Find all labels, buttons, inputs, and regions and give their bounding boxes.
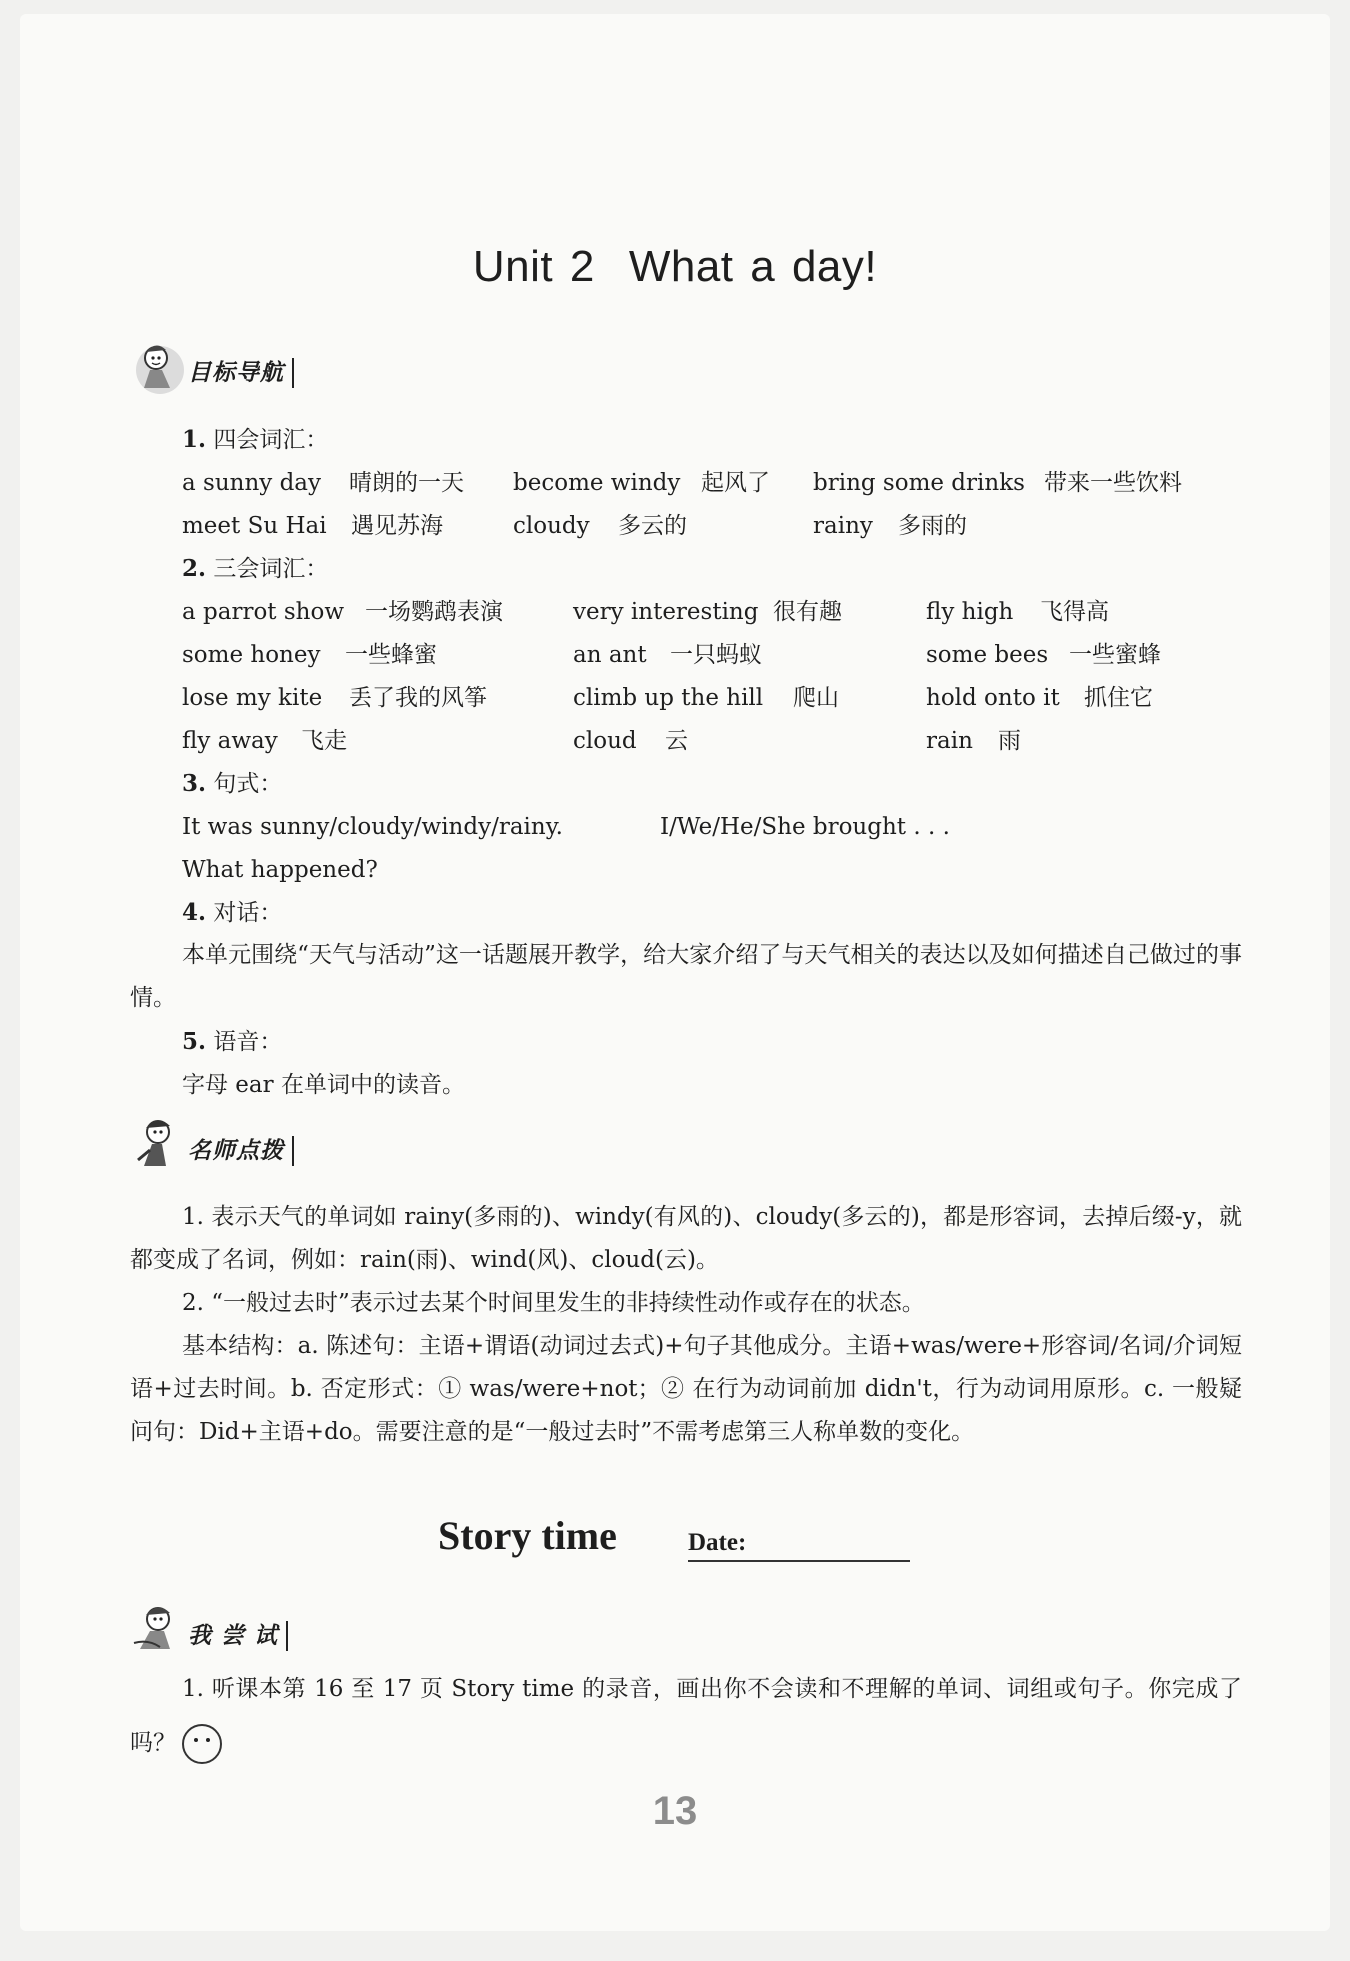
goal-item-3-heading: 3. 句式： xyxy=(182,770,283,797)
teacher-mascot-icon xyxy=(130,1114,190,1176)
vocab-zh: 一些蜂蜜 xyxy=(345,642,437,668)
vocab-zh: 带来一些饮料 xyxy=(1044,470,1182,496)
girl-mascot-icon xyxy=(130,336,190,398)
vocab-en: some honey xyxy=(182,642,321,668)
vocab-zh: 多雨的 xyxy=(898,513,967,539)
vocab-en: hold onto it xyxy=(926,685,1060,711)
vocab-zh: 一只蚂蚁 xyxy=(670,642,762,668)
sentence-pattern: I/We/He/She brought . . . xyxy=(660,814,950,840)
vocab-en: become windy xyxy=(513,470,681,496)
vocab-zh: 起风了 xyxy=(701,470,770,496)
vocab-en: a parrot show xyxy=(182,599,344,625)
dialogue-description: 本单元围绕“天气与活动”这一话题展开教学，给大家介绍了与天气相关的表达以及如何描述自己做过的事情。 xyxy=(130,942,1242,1011)
vocab-en: lose my kite xyxy=(182,685,323,711)
girl-mascot-icon xyxy=(130,1599,190,1661)
unit-number: Unit 2 xyxy=(472,242,595,291)
tip-paragraph-1: 1. 表示天气的单词如 rainy(多雨的)、windy(有风的)、cloudy(多云的)，都是形容词，去掉后缀-y，就都变成了名词，例如：rain(雨)、wind(风)、cloud(云)。 xyxy=(130,1204,1242,1273)
vocab-zh: 很有趣 xyxy=(773,599,842,625)
vocab-zh: 一场鹦鹉表演 xyxy=(365,599,503,625)
vocab-zh: 一些蜜蜂 xyxy=(1069,642,1161,668)
workbook-page xyxy=(20,14,1330,1931)
sentence-pattern: What happened? xyxy=(182,857,378,883)
try-paragraph-1: 1. 听课本第 16 至 17 页 Story time 的录音，画出你不会读和不理解的单词、词组或句子。你完成了吗？ xyxy=(130,1662,1242,1770)
vocab-zh: 遇见苏海 xyxy=(351,513,443,539)
vocab-zh: 爬山 xyxy=(793,685,839,711)
unit-name: What a day! xyxy=(628,242,878,291)
vocab-zh: 丢了我的风筝 xyxy=(349,685,487,711)
vocab-en: fly high xyxy=(926,599,1014,625)
vocab-en: fly away xyxy=(182,728,278,754)
goal-item-4-heading: 4. 对话： xyxy=(182,899,283,926)
vocab-en: a sunny day xyxy=(182,470,321,496)
vocab-zh: 飞得高 xyxy=(1040,599,1109,625)
vocab-en: rainy xyxy=(813,513,873,539)
phonics-description: 字母 ear 在单词中的读音。 xyxy=(182,1072,465,1098)
date-fill-line[interactable] xyxy=(688,1560,910,1562)
vocab-en: meet Su Hai xyxy=(182,513,327,539)
section-label-goals: 目标导航 xyxy=(188,358,294,388)
page-number: 13 xyxy=(652,1789,698,1833)
vocab-en: cloud xyxy=(573,728,637,754)
vocab-zh: 飞走 xyxy=(301,728,347,754)
tip-paragraph-2: 2. “一般过去时”表示过去某个时间里发生的非持续性动作或存在的状态。 xyxy=(182,1290,925,1316)
vocab-en: some bees xyxy=(926,642,1049,668)
vocab-en: an ant xyxy=(573,642,647,668)
date-label: Date: xyxy=(688,1529,747,1556)
vocab-en: cloudy xyxy=(513,513,590,539)
vocab-en: bring some drinks xyxy=(813,470,1025,496)
sentence-pattern: It was sunny/cloudy/windy/rainy. xyxy=(182,814,563,840)
section-label-try: 我 尝 试 xyxy=(188,1621,288,1651)
vocab-zh: 雨 xyxy=(998,728,1021,754)
unit-title xyxy=(20,242,1330,292)
tip-paragraph-3: 基本结构：a. 陈述句：主语+谓语(动词过去式)+句子其他成分。主语+was/were+形容词/名词/介词短语+过去时间。b. 否定形式：① was/were+not；② 在行为动词前加 didn't，行为动词用原形。c. 一般疑问句：Did+主语+do。需要注意的是“一般过去时”不需考虑第三人称单数的变化。 xyxy=(130,1333,1242,1445)
story-time-heading: Story time xyxy=(438,1513,617,1558)
section-label-tips: 名师点拨 xyxy=(188,1136,294,1166)
vocab-en: rain xyxy=(926,728,973,754)
vocab-en: climb up the hill xyxy=(573,685,764,711)
goal-item-5-heading: 5. 语音： xyxy=(182,1028,283,1055)
vocab-zh: 多云的 xyxy=(618,513,687,539)
vocab-zh: 抓住它 xyxy=(1084,685,1153,711)
goal-item-2-heading: 2. 三会词汇： xyxy=(182,555,329,582)
smiley-face-checkbox-icon[interactable] xyxy=(182,1724,222,1764)
vocab-zh: 云 xyxy=(665,728,688,754)
vocab-en: very interesting xyxy=(573,599,759,625)
vocab-zh: 晴朗的一天 xyxy=(349,470,464,496)
goal-item-1-heading: 1. 四会词汇： xyxy=(182,426,329,453)
